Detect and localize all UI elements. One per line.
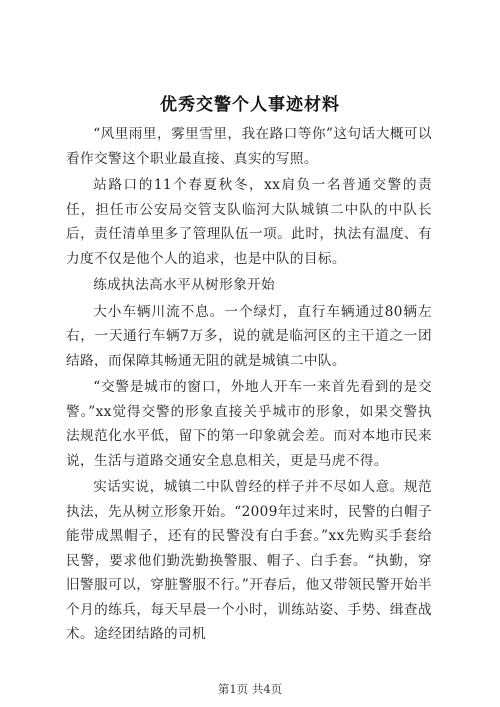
page-number-footer: 第1页 共4页 <box>217 682 283 696</box>
paragraph: 站路口的11个春夏秋冬，xx肩负一名普通交警的责任，担任市公安局交管支队临河大队城镇二中队的中队长后，责任清单里多了管理队伍一项。此时，执法有温度、有力度不仅是他个人的追求，也是中队的目标。 <box>66 177 432 267</box>
document-title: 优秀交警个人事迹材料 <box>160 95 340 115</box>
section-heading: 练成执法高水平从树形象开始 <box>93 277 276 293</box>
paragraph: 实话实说，城镇二中队曾经的样子并不尽如人意。规范执法，先从树立形象开始。“2009年过来时，民警的白帽子能带成黑帽子，还有的民警没有白手套。”xx先购买手套给民警，要求他们勤洗勤换警服、帽子、白手套。“执勤，穿旧警服可以，穿脏警服不行。”开春后，他又带领民警开始半个月的练兵，每天早晨一个小时，训练站姿、手势、缉查战术。途经团结路的司机 <box>66 479 432 642</box>
paragraph: “交警是城市的窗口，外地人开车一来首先看到的是交警。”xx觉得交警的形象直接关乎城市的形象，如果交警执法规范化水平低，留下的第一印象就会差。而对本地市民来说，生活与道路交通安全息息相关，更是马虎不得。 <box>66 379 432 469</box>
paragraph: “风里雨里，雾里雪里，我在路口等你”这句话大概可以看作交警这个职业最直接、真实的写照。 <box>66 126 432 167</box>
document-body <box>66 122 432 649</box>
paragraph: 大小车辆川流不息。一个绿灯，直行车辆通过80辆左右，一天通行车辆7万多，说的就是临河区的主干道之一团结路，而保障其畅通无阻的就是城镇二中队。 <box>66 303 432 369</box>
